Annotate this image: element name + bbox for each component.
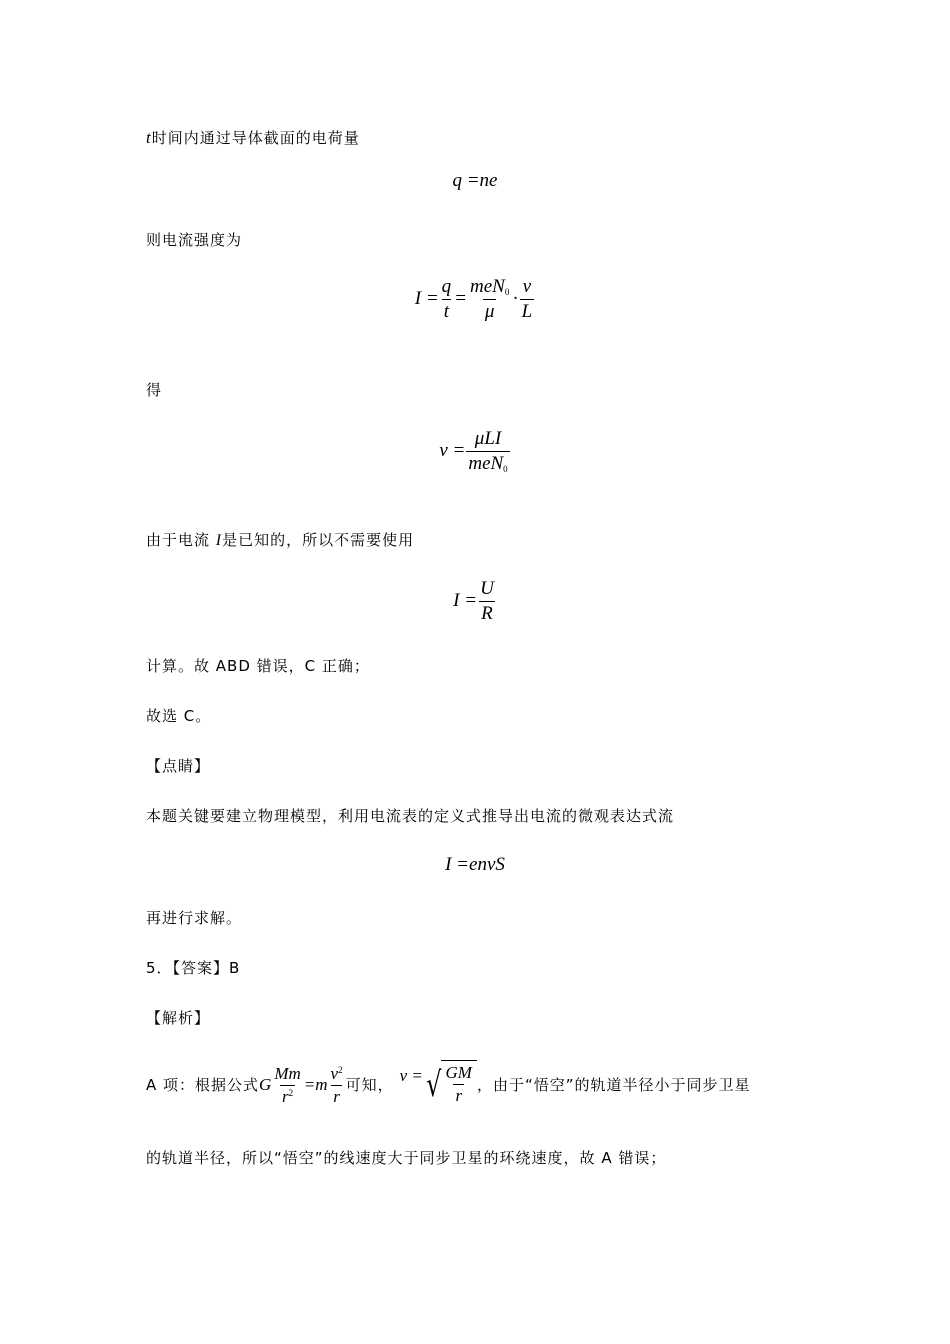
equation-charge (0, 170, 950, 192)
variable-t: t (146, 128, 152, 147)
fraction-q-over-t (440, 276, 454, 323)
line-12-post: ，由于“悟空”的轨道半径小于同步卫星 (476, 1076, 751, 1094)
line-2-text: 则电流强度为 (146, 231, 243, 249)
line-9-text: 再进行求解。 (146, 909, 243, 927)
eq3-den: meN (468, 453, 504, 474)
eq6-f1-den-sup: 2 (288, 1087, 294, 1098)
text-line-4 (146, 530, 414, 551)
section-heading-dianjing (146, 756, 210, 776)
equation-velocity (0, 428, 950, 475)
analysis-heading (146, 1008, 210, 1028)
line-3-text: 得 (146, 381, 163, 399)
variable-I: I (215, 532, 223, 549)
eq4-num: U (480, 578, 494, 599)
fraction-U-over-R (478, 578, 496, 625)
eq4-den: R (481, 603, 493, 624)
equation-micro-current-text: I =envS (445, 854, 505, 875)
fraction-v-over-L (520, 276, 535, 323)
text-line-9 (146, 908, 242, 928)
eq6-eq: =m (303, 1075, 328, 1094)
text-line-5 (146, 656, 370, 676)
eq2-dot: · (512, 287, 519, 309)
radical-sign-icon: √ (426, 1065, 442, 1105)
text-line-3 (146, 380, 162, 400)
fraction-muLI-over-meN0 (466, 428, 509, 475)
eq6-f2-num-sup: 2 (338, 1064, 343, 1075)
equation-orbital-speed (400, 1060, 477, 1110)
line-6-text: 故选 C。 (146, 707, 212, 725)
eq2-lhs: I = (414, 287, 439, 309)
line-13-text: 的轨道半径，所以“悟空”的线速度大于同步卫星的环绕速度，故 A 错误； (146, 1149, 667, 1167)
text-line-1 (146, 128, 360, 148)
eq2-eq: = (454, 287, 467, 309)
answer-heading (146, 958, 240, 978)
fraction-GM-over-r (444, 1063, 474, 1106)
line-12-pre: A 项：根据公式 (146, 1076, 260, 1094)
fraction-meN0-over-mu (468, 276, 511, 323)
line-7-text: 【点睛】 (146, 757, 211, 775)
eq2-f2-num-sub: 0 (504, 287, 510, 297)
eq6-G: G (259, 1075, 272, 1094)
eq7-lhs: v = (399, 1066, 423, 1085)
eq6-f2-num: v (330, 1063, 339, 1083)
eq2-f2-den: μ (484, 301, 495, 322)
equation-micro-current (0, 854, 950, 876)
equation-charge-text: q =ne (452, 170, 498, 191)
eq3-lhs: v = (439, 439, 466, 461)
equation-ohm (0, 578, 950, 625)
text-line-12 (146, 1056, 751, 1114)
eq4-lhs: I = (453, 589, 478, 611)
eq6-f1-num: Mm (274, 1063, 301, 1083)
eq6-f1-den: r (281, 1086, 289, 1106)
equation-current (0, 276, 950, 323)
line-11-text: 【解析】 (146, 1009, 211, 1027)
eq2-f3-den: L (521, 301, 533, 322)
line-12-mid: 可知， (345, 1076, 394, 1094)
text-line-6 (146, 706, 211, 726)
square-root (423, 1060, 477, 1110)
eq6-f2-den: r (333, 1086, 340, 1106)
line-8-text: 本题关键要建立物理模型，利用电流表的定义式推导出电流的微观表达式流 (146, 807, 675, 825)
line-4-post: 是已知的，所以不需要使用 (222, 531, 415, 549)
eq3-num: μLI (474, 428, 502, 449)
eq2-f1-den: t (443, 301, 450, 322)
eq7-den: r (455, 1086, 463, 1105)
eq2-f2-num: meN (470, 276, 505, 297)
equation-gravity (259, 1064, 346, 1107)
line-4-pre: 由于电流 (146, 531, 216, 549)
fraction-v2-over-r (329, 1064, 345, 1107)
text-line-8 (146, 806, 674, 826)
line-1-text: 时间内通过导体截面的电荷量 (151, 129, 360, 147)
text-line-13 (146, 1148, 666, 1168)
eq2-f3-num: v (522, 276, 532, 297)
eq7-num: GM (445, 1063, 472, 1082)
fraction-Mm-over-r2 (272, 1064, 302, 1107)
line-10-text: 5．【答案】B (146, 959, 241, 977)
line-5-text: 计算。故 ABD 错误，C 正确； (146, 657, 370, 675)
eq2-f1-num: q (441, 276, 452, 297)
eq3-den-sub: 0 (503, 464, 508, 474)
text-line-2 (146, 230, 242, 250)
